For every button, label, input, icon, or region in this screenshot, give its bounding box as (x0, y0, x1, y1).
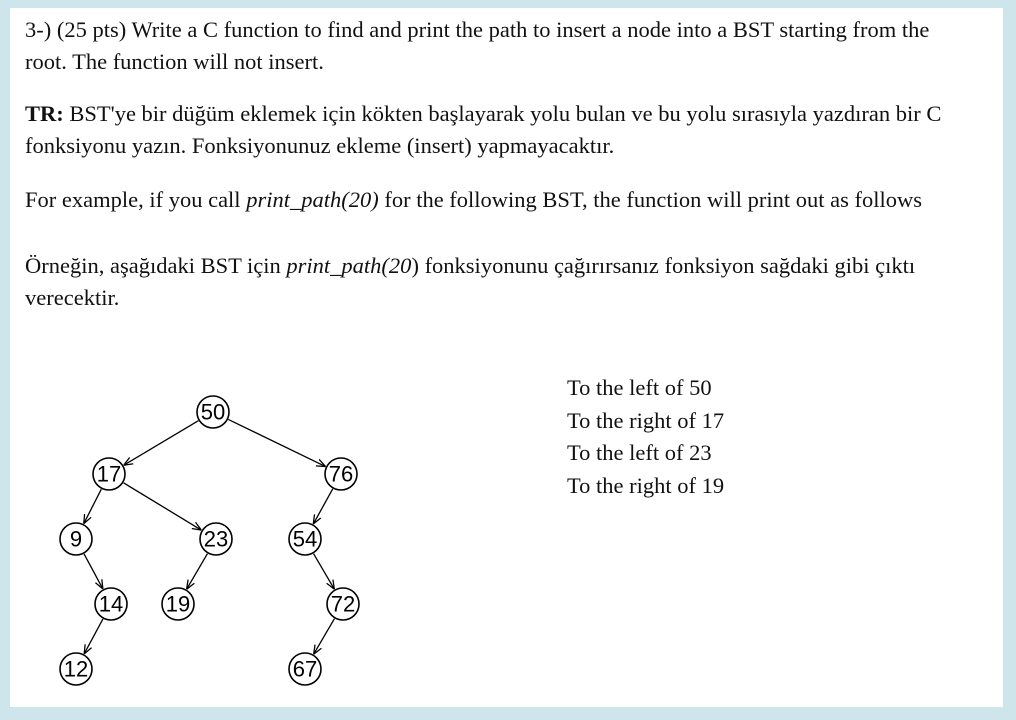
tree-node-76 (325, 458, 357, 490)
node-label: 23 (203, 526, 229, 552)
example-en-func: print_path(20) (246, 187, 379, 212)
example-tr-func: print_path(20 (286, 253, 412, 278)
node-label: 17 (96, 461, 122, 487)
node-label: 50 (200, 399, 226, 425)
tree-edge-17-23 (124, 483, 201, 530)
turkish-line-1-text: BST'ye bir düğüm eklemek için kökten başlayarak yolu bulan ve bu yolu sırasıyla yazdıran bir C (63, 101, 942, 126)
output-line: To the left of 23 (567, 440, 712, 465)
node-label: 54 (292, 526, 318, 552)
tree-node-17 (93, 458, 125, 490)
question-line-2: root. The function will not insert. (25, 49, 324, 74)
example-en-pre: For example, if you call (25, 187, 247, 212)
example-tr-post: fonksiyonunu çağırırsanız fonksiyon sağdaki gibi çıktı (418, 253, 916, 278)
bst-diagram (10, 8, 1003, 707)
tree-node-9 (60, 523, 92, 555)
tree-node-50 (197, 396, 229, 428)
program-output (567, 372, 724, 502)
output-line: To the right of 19 (567, 472, 725, 498)
tr-label: TR: (25, 101, 64, 126)
example-en-post: for the following BST, the function will print out as follows (378, 187, 922, 212)
output-line: To the left of 50 (567, 375, 712, 400)
tree-edge-14-12 (85, 619, 103, 653)
tree-node-72 (327, 588, 359, 620)
tree-node-54 (289, 523, 321, 555)
node-label: 9 (69, 526, 83, 552)
tree-node-12 (60, 653, 92, 685)
tree-edge-50-76 (228, 419, 325, 466)
example-tr-line-2: verecektir. (25, 285, 120, 310)
tree-edge-50-17 (124, 421, 198, 465)
node-label: 14 (98, 591, 124, 617)
tree-edge-17-9 (84, 489, 101, 523)
tree-edge-9-14 (84, 554, 102, 588)
tree-node-14 (95, 588, 127, 620)
node-label: 72 (330, 591, 356, 617)
tree-node-19 (162, 588, 194, 620)
turkish-line-2: fonksiyonu yazın. Fonksiyonunuz ekleme (insert) yapmayacaktır. (25, 133, 615, 158)
node-label: 67 (292, 656, 318, 682)
tree-node-23 (200, 523, 232, 555)
tree-edge-23-19 (187, 554, 207, 589)
tree-edge-72-67 (314, 619, 334, 654)
tree-edge-76-54 (314, 489, 333, 523)
node-label: 12 (63, 656, 89, 682)
document-page (10, 8, 1003, 707)
node-label: 19 (165, 591, 191, 617)
example-tr-pre: Örneğin, aşağıdaki BST için (25, 253, 287, 278)
tree-node-67 (289, 653, 321, 685)
node-label: 76 (328, 461, 354, 487)
output-line: To the right of 17 (567, 407, 725, 433)
tree-edge-54-72 (314, 554, 334, 589)
example-tr-paren: ) (411, 253, 419, 278)
question-line-1: 3-) (25 pts) Write a C function to find and print the path to insert a node into a BST starting from the (25, 17, 930, 42)
